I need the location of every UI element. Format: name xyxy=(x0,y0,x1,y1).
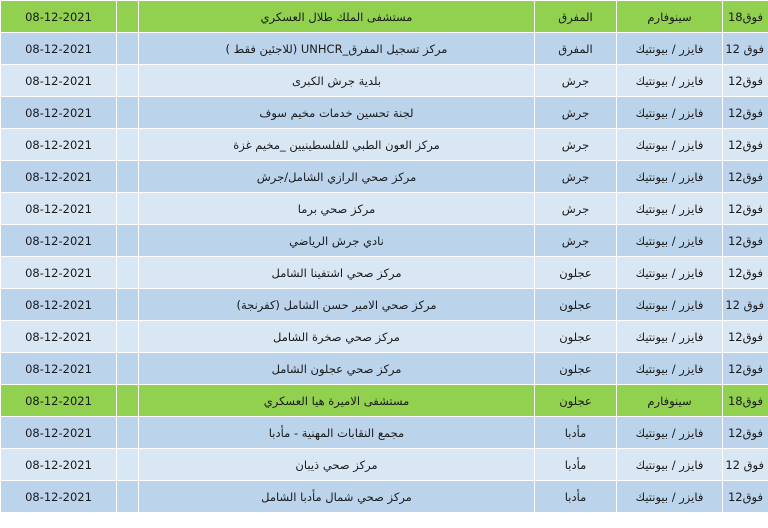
site-cell: لجنة تحسين خدمات مخيم سوف xyxy=(139,97,535,129)
site-cell: مستشفى الملك طلال العسكري xyxy=(139,1,535,33)
vaccine-cell: فايزر / بيونتيك xyxy=(617,97,723,129)
vaccine-cell: فايزر / بيونتيك xyxy=(617,225,723,257)
governorate-cell: جرش xyxy=(535,225,617,257)
site-cell: مركز صحي الامير حسن الشامل (كفرنجة) xyxy=(139,289,535,321)
empty-cell xyxy=(117,97,139,129)
empty-cell xyxy=(117,481,139,513)
date-cell: 08-12-2021 xyxy=(1,481,117,513)
governorate-cell: عجلون xyxy=(535,289,617,321)
governorate-cell: جرش xyxy=(535,65,617,97)
governorate-cell: جرش xyxy=(535,161,617,193)
date-cell: 08-12-2021 xyxy=(1,65,117,97)
age-cell: فوق18 xyxy=(723,385,768,417)
table-row xyxy=(1,129,768,161)
age-cell: فوق12 xyxy=(723,97,768,129)
empty-cell xyxy=(117,257,139,289)
age-cell: فوق12 xyxy=(723,257,768,289)
governorate-cell: عجلون xyxy=(535,321,617,353)
date-cell: 08-12-2021 xyxy=(1,1,117,33)
site-cell: مركز صحي ذيبان xyxy=(139,449,535,481)
empty-cell xyxy=(117,33,139,65)
age-cell: فوق12 xyxy=(723,65,768,97)
date-cell: 08-12-2021 xyxy=(1,257,117,289)
governorate-cell: عجلون xyxy=(535,257,617,289)
age-cell: فوق12 xyxy=(723,353,768,385)
empty-cell xyxy=(117,129,139,161)
site-cell: مستشفى الاميرة هيا العسكري xyxy=(139,385,535,417)
date-cell: 08-12-2021 xyxy=(1,417,117,449)
empty-cell xyxy=(117,161,139,193)
table-row xyxy=(1,321,768,353)
governorate-cell: مأدبا xyxy=(535,481,617,513)
table-row xyxy=(1,385,768,417)
date-cell: 08-12-2021 xyxy=(1,161,117,193)
age-cell: فوق12 xyxy=(723,225,768,257)
date-cell: 08-12-2021 xyxy=(1,225,117,257)
governorate-cell: عجلون xyxy=(535,385,617,417)
vaccine-cell: فايزر / بيونتيك xyxy=(617,161,723,193)
empty-cell xyxy=(117,289,139,321)
table-row xyxy=(1,481,768,513)
empty-cell xyxy=(117,385,139,417)
site-cell: مركز العون الطبي للفلسطينيين _مخيم غزة xyxy=(139,129,535,161)
date-cell: 08-12-2021 xyxy=(1,193,117,225)
site-cell: مركز صحي اشتفينا الشامل xyxy=(139,257,535,289)
table-row xyxy=(1,225,768,257)
age-cell: فوق12 xyxy=(723,417,768,449)
vaccine-cell: فايزر / بيونتيك xyxy=(617,33,723,65)
site-cell: مركز صحي صخرة الشامل xyxy=(139,321,535,353)
governorate-cell: مأدبا xyxy=(535,449,617,481)
table-row xyxy=(1,417,768,449)
age-cell: فوق18 xyxy=(723,1,768,33)
date-cell: 08-12-2021 xyxy=(1,353,117,385)
table-body xyxy=(1,1,768,513)
empty-cell xyxy=(117,353,139,385)
table-row xyxy=(1,161,768,193)
site-cell: نادي جرش الرياضي xyxy=(139,225,535,257)
vaccine-cell: فايزر / بيونتيك xyxy=(617,65,723,97)
vaccine-cell: فايزر / بيونتيك xyxy=(617,289,723,321)
empty-cell xyxy=(117,65,139,97)
age-cell: فوق12 xyxy=(723,193,768,225)
empty-cell xyxy=(117,417,139,449)
vaccine-cell: فايزر / بيونتيك xyxy=(617,481,723,513)
site-cell: مجمع النقابات المهنية - مأدبا xyxy=(139,417,535,449)
empty-cell xyxy=(117,1,139,33)
site-cell: مركز صحي برما xyxy=(139,193,535,225)
vaccine-cell: فايزر / بيونتيك xyxy=(617,193,723,225)
governorate-cell: عجلون xyxy=(535,353,617,385)
table-row xyxy=(1,289,768,321)
table-row xyxy=(1,97,768,129)
site-cell: مركز صحي الرازي الشامل/جرش xyxy=(139,161,535,193)
vaccine-cell: فايزر / بيونتيك xyxy=(617,449,723,481)
vaccine-cell: سينوفارم xyxy=(617,385,723,417)
table-row xyxy=(1,1,768,33)
date-cell: 08-12-2021 xyxy=(1,449,117,481)
governorate-cell: المفرق xyxy=(535,1,617,33)
age-cell: فوق12 xyxy=(723,321,768,353)
site-cell: مركز صحي عجلون الشامل xyxy=(139,353,535,385)
table-row xyxy=(1,65,768,97)
date-cell: 08-12-2021 xyxy=(1,97,117,129)
age-cell: فوق 12 xyxy=(723,33,768,65)
governorate-cell: جرش xyxy=(535,97,617,129)
governorate-cell: المفرق xyxy=(535,33,617,65)
age-cell: فوق12 xyxy=(723,129,768,161)
date-cell: 08-12-2021 xyxy=(1,33,117,65)
date-cell: 08-12-2021 xyxy=(1,289,117,321)
age-cell: فوق12 xyxy=(723,481,768,513)
table-row xyxy=(1,449,768,481)
empty-cell xyxy=(117,321,139,353)
age-cell: فوق12 xyxy=(723,161,768,193)
empty-cell xyxy=(117,449,139,481)
date-cell: 08-12-2021 xyxy=(1,129,117,161)
vaccine-cell: فايزر / بيونتيك xyxy=(617,353,723,385)
site-cell: بلدية جرش الكبرى xyxy=(139,65,535,97)
vaccine-cell: فايزر / بيونتيك xyxy=(617,257,723,289)
empty-cell xyxy=(117,225,139,257)
age-cell: فوق 12 xyxy=(723,289,768,321)
date-cell: 08-12-2021 xyxy=(1,385,117,417)
vaccine-cell: فايزر / بيونتيك xyxy=(617,417,723,449)
site-cell: مركز صحي شمال مأدبا الشامل xyxy=(139,481,535,513)
empty-cell xyxy=(117,193,139,225)
vaccine-cell: فايزر / بيونتيك xyxy=(617,129,723,161)
governorate-cell: مأدبا xyxy=(535,417,617,449)
vaccine-cell: سينوفارم xyxy=(617,1,723,33)
governorate-cell: جرش xyxy=(535,193,617,225)
table-row xyxy=(1,193,768,225)
governorate-cell: جرش xyxy=(535,129,617,161)
vaccine-cell: فايزر / بيونتيك xyxy=(617,321,723,353)
site-cell: مركز تسجيل المفرق_UNHCR (للاجئين فقط ) xyxy=(139,33,535,65)
age-cell: فوق 12 xyxy=(723,449,768,481)
table-row xyxy=(1,33,768,65)
table-row xyxy=(1,353,768,385)
table-row xyxy=(1,257,768,289)
date-cell: 08-12-2021 xyxy=(1,321,117,353)
